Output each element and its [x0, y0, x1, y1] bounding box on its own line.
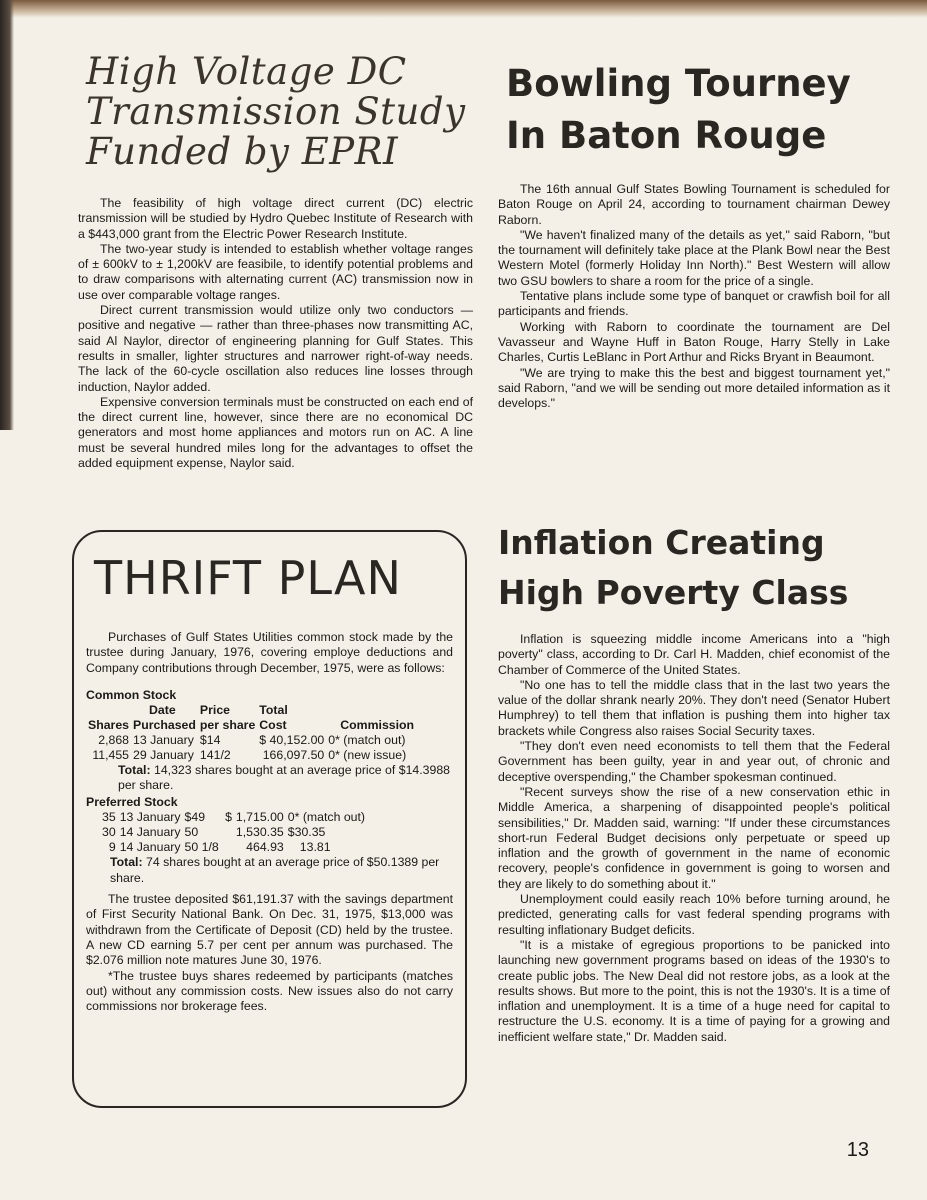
hvdc-article	[78, 30, 473, 471]
cell-shares: 30	[102, 825, 116, 840]
cell-date: 29 January	[133, 747, 194, 762]
page-number: 13	[846, 1139, 869, 1161]
cell-price: $14	[199, 732, 221, 747]
cell-price: 50 1/8	[184, 840, 219, 855]
table-row	[86, 748, 416, 763]
header-blank	[326, 703, 416, 718]
inflation-paragraph: Inflation is squeezing middle income Americans into a "high poverty" class, according to Dr. Carl H. Madden, chief economist of the Chamber of Commerce of the United States.	[498, 632, 890, 677]
thrift-intro: Purchases of Gulf States Utilities common stock made by the trustee during January, 1976, covering employe deductions and Company contributions through December, 1975, were as follows:	[86, 630, 453, 675]
inflation-paragraph: "They don't even need economists to tell them that the Federal Government has been guilty, year in and year out, of chronic and deceptive overspending," the Chamber spokesman continued.	[498, 739, 890, 784]
cell-price: 141/2	[199, 747, 231, 762]
right-column	[498, 30, 890, 1044]
inflation-headline-line-1: Inflation Creating	[498, 523, 825, 562]
header-blank	[86, 703, 131, 718]
bowling-headline	[506, 58, 890, 162]
bowling-paragraph: Tentative plans include some type of banquet or crawfish boil for all participants and friends.	[498, 289, 890, 319]
cell-commission: $30.35	[287, 825, 326, 840]
cell-cost: 1,530.35	[235, 825, 284, 840]
cell-shares: 35	[102, 810, 116, 825]
cell-cost-prefix: $	[225, 810, 232, 825]
cell-date: 13 January	[133, 732, 194, 747]
header-per-share: per share	[199, 717, 256, 732]
bowling-paragraph: "We haven't finalized many of the details as yet," said Raborn, "but the tournament will definitely take place at the Plank Bowl near the Best Western Motel (formerly Holiday Inn North)." Best Western will allow two GSU bowlers to share a room for the price of a single.	[498, 227, 890, 288]
cell-shares: 11,455	[92, 747, 130, 762]
cell-date: 13 January	[119, 810, 181, 825]
cell-date: 14 January	[119, 840, 181, 855]
cell-cost-prefix	[223, 840, 234, 855]
cell-date: 14 January	[119, 825, 181, 840]
bowling-body	[498, 182, 890, 411]
cell-cost-prefix	[223, 825, 234, 840]
cell-commission: 13.81	[299, 840, 331, 855]
inflation-body	[498, 632, 890, 1045]
total-label: Total:	[110, 855, 143, 870]
bowling-article	[498, 58, 890, 411]
table-row	[100, 840, 367, 855]
total-text: 74 shares bought at an average price of $50.1389 per share.	[110, 855, 440, 885]
common-stock-heading: Common Stock	[86, 687, 177, 702]
bowling-paragraph: The 16th annual Gulf States Bowling Tournament is scheduled for Baton Rouge on April 24, according to tournament chairman Dewey Raborn.	[498, 182, 890, 227]
cell-price: $49	[184, 810, 206, 825]
cell-shares: 9	[108, 840, 116, 855]
thrift-plan-title: THRIFT PLAN	[94, 551, 402, 605]
table-header-row-top	[86, 703, 416, 718]
inflation-paragraph: "No one has to tell the middle class that in the last two years the value of the dollar shrank nearly 20%. They don't need (Senator Hubert Humphrey) to tell them that inflation is pushing them into higher tax brackets while Congress also raises Social Security taxes.	[498, 677, 890, 738]
preferred-stock-heading: Preferred Stock	[86, 795, 178, 810]
cell-commission: 0* (new issue)	[328, 747, 407, 762]
total-label: Total:	[118, 762, 151, 777]
hvdc-headline	[86, 52, 473, 172]
table-row	[86, 733, 416, 748]
preferred-stock-table	[100, 810, 367, 855]
table-row	[100, 825, 367, 840]
hvdc-headline-line-3: Funded by EPRI	[86, 130, 399, 173]
header-total: Total	[259, 702, 288, 717]
thrift-plan-box	[72, 530, 467, 1108]
header-purchased: Purchased	[133, 717, 196, 732]
hvdc-headline-line-1: High Voltage DC	[86, 50, 407, 93]
header-shares: Shares	[88, 717, 130, 732]
cell-commission: 0* (match out)	[328, 732, 406, 747]
cell-commission: 0* (match out)	[287, 810, 366, 825]
bowling-paragraph: Working with Raborn to coordinate the tournament are Del Vavasseur and Wayne Huff in Baton Rouge, Harry Stelly in Lake Charles, Curtis LeBlanc in Port Arthur and Ricks Bryant in Beaumont.	[498, 319, 890, 365]
header-cost: Cost	[259, 717, 287, 732]
hvdc-paragraph: The feasibility of high voltage direct current (DC) electric transmission will be studied by Hydro Quebec Institute of Research with a $443,000 grant from the Electric Power Research Institute.	[78, 196, 473, 241]
bowling-headline-line-1: Bowling Tourney	[506, 62, 851, 105]
cell-cost: 1,715.00	[235, 810, 284, 825]
common-stock-table	[86, 703, 416, 763]
inflation-headline-line-2: High Poverty Class	[498, 573, 849, 612]
inflation-paragraph: "It is a mistake of egregious proportions to be panicked into launching new government programs based on ideas of the 1930's to create public jobs. The New Deal did not restore jobs, as a look at the results shows. But more to the point, this is not the 1930's. It is a time of inflation and unemployment. It is a time of a huge need for capital to restructure the U.S. economy. It is a time of paying for a growing and inefficient welfare state," Dr. Madden said.	[498, 937, 890, 1044]
thrift-footnote: *The trustee buys shares redeemed by participants (matches out) without any commission costs. New issues also do not carry commissions nor brokerage fees.	[86, 968, 453, 1014]
inflation-headline	[498, 518, 890, 618]
hvdc-paragraph: Direct current transmission would utilize only two conductors — positive and negative — rather than three-phases now transmitting AC, said Al Naylor, director of engineering planning for Gulf States. This results in smaller, lighter structures and narrower right-of-way needs. The lack of the 60-cycle oscillation also reduces line losses through induction, Naylor added.	[78, 303, 473, 394]
header-price: Price	[199, 702, 231, 717]
table-row	[100, 810, 367, 825]
cell-shares: 2,868	[98, 732, 130, 747]
header-date: Date	[149, 702, 176, 717]
hvdc-paragraph: The two-year study is intended to establish whether voltage ranges of ± 600kV to ± 1,200kV are feasibile, to identify potential problems and to draw comparisons with alternating current (AC) transmission now in use over comparable voltage ranges.	[78, 241, 473, 302]
inflation-paragraph: "Recent surveys show the rise of a new conservation ethic in Middle America, a sharpening of disappointed people's political sensibilities," Dr. Madden said, warning: "If under these circumstances short-run Federal Budget decisions only perpetuate or speed up inflation and the growth of government in the name of economic recovery, people's confidence in government is going to worsen and they are likely to do something about it."	[498, 784, 890, 891]
inflation-article	[498, 518, 890, 1045]
bowling-headline-line-2: In Baton Rouge	[506, 114, 827, 157]
cell-price: 50	[184, 825, 199, 840]
table-header-row-bottom	[86, 718, 416, 733]
thrift-paragraph: The trustee deposited $61,191.37 with the savings department of First Security National Bank. On Dec. 31, 1975, $13,000 was withdrawn from the Certificate of Deposit (CD) held by the trustee. A new CD earning 5.7 per cent per annum was purchased. The $2.076 million note matures June 30, 1976.	[86, 892, 453, 968]
hvdc-body	[78, 196, 473, 471]
hvdc-paragraph: Expensive conversion terminals must be constructed on each end of the direct current line, however, since there are no economical DC generators and most home appliances and motors run on AC. A line must be several hundred miles long for the advantages to offset the added equipment expense, Naylor said.	[78, 394, 473, 471]
cell-cost: 166,097.50	[262, 747, 325, 762]
page-top-edge	[0, 0, 927, 18]
hvdc-headline-line-2: Transmission Study	[86, 90, 466, 133]
thrift-closing	[86, 892, 453, 1014]
page-binding-shadow	[0, 0, 14, 430]
cell-cost: $ 40,152.00	[259, 732, 325, 747]
total-text: 14,323 shares bought at an average price of $14.3988 per share.	[118, 762, 451, 793]
bowling-paragraph: "We are trying to make this the best and biggest tournament yet," said Raborn, "and we will be sending out more detailed information as it develops."	[498, 365, 890, 411]
preferred-total	[86, 855, 453, 886]
inflation-paragraph: Unemployment could easily reach 10% before turning around, he predicted, generating calls for vast federal spending programs with resulting inflationary Budget deficits.	[498, 892, 890, 937]
header-commission: Commission	[340, 717, 415, 732]
cell-cost: 464.93	[246, 840, 284, 855]
common-total	[86, 763, 453, 794]
